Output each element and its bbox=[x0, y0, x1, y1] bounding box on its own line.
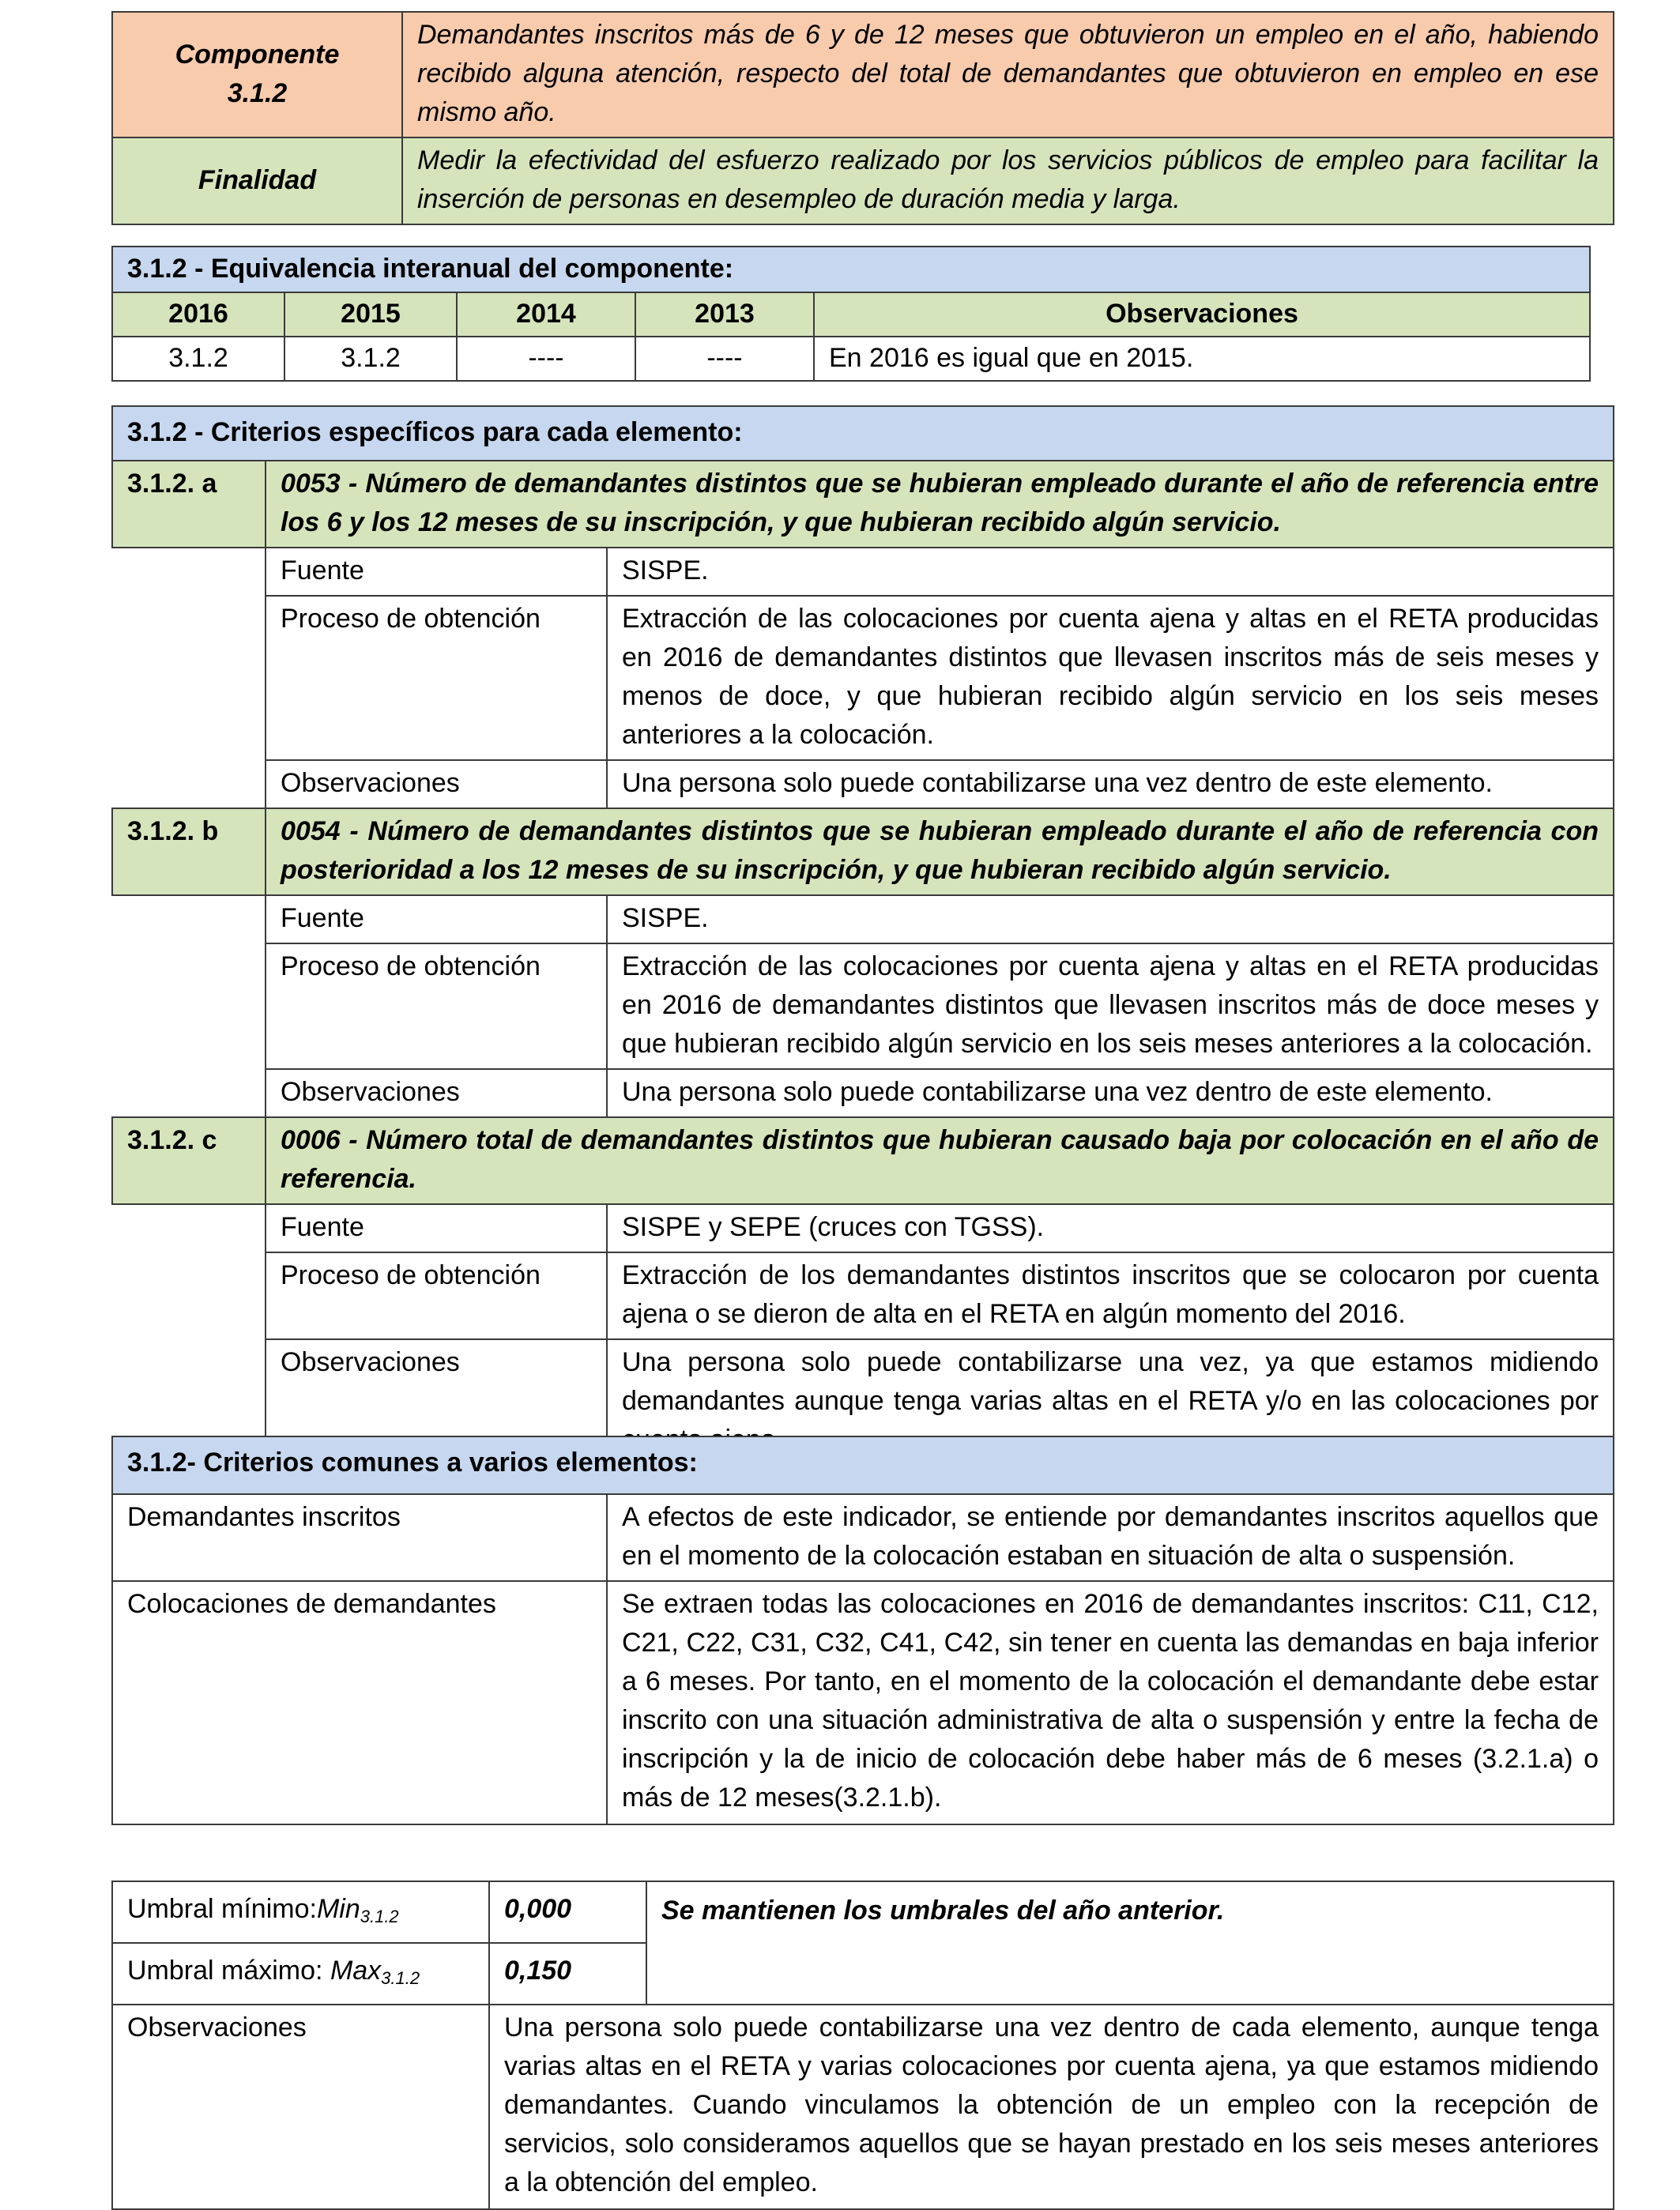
specific-criteria-table bbox=[111, 405, 1614, 1467]
component-text: Demandantes inscritos más de 6 y de 12 meses que obtuvieron un empleo en el año, habiendo recibido alguna atención, respecto del total de demandantes que obtuvieron en empleo en ese mismo año. bbox=[402, 12, 1614, 137]
common-row-label: Colocaciones de demandantes bbox=[112, 1581, 607, 1824]
row-value: SISPE. bbox=[607, 548, 1614, 596]
purpose-label: Finalidad bbox=[112, 137, 402, 224]
element-name: 0006 - Número total de demandantes distintos que hubieran causado baja por colocación en el año de referencia. bbox=[266, 1117, 1614, 1204]
common-row-value: A efectos de este indicador, se entiende por demandantes inscritos aquellos que en el momento de la colocación estaban en situación de alta o suspensión. bbox=[607, 1494, 1614, 1581]
common-criteria-table bbox=[111, 1436, 1614, 1825]
equivalence-col-2014: 2014 bbox=[457, 292, 635, 337]
row-value: Extracción de las colocaciones por cuenta ajena y altas en el RETA producidas en 2016 de demandantes distintos que llevasen inscritos más de seis meses y menos de doce, y que hubieran recibido algún servicio en los seis meses anteriores a la colocación. bbox=[607, 596, 1614, 760]
row-label: Fuente bbox=[266, 548, 607, 596]
equivalence-col-2013: 2013 bbox=[635, 292, 814, 337]
row-label: Observaciones bbox=[266, 1339, 607, 1466]
threshold-table bbox=[111, 1881, 1614, 2210]
row-label: Proceso de obtención bbox=[266, 1252, 607, 1339]
row-label: Observaciones bbox=[266, 1069, 607, 1117]
common-row-label: Demandantes inscritos bbox=[112, 1494, 607, 1581]
equivalence-col-2016: 2016 bbox=[112, 292, 284, 337]
threshold-min-symbol: Min bbox=[316, 1894, 360, 1924]
threshold-max-label: Umbral máximo: bbox=[127, 1956, 330, 1986]
threshold-min-value: 0,000 bbox=[489, 1881, 646, 1943]
element-code: 3.1.2. c bbox=[112, 1117, 266, 1204]
element-name: 0054 - Número de demandantes distintos que se hubieran empleado durante el año de referencia con posterioridad a los 12 meses de su inscripción, y que hubieran recibido algún servicio. bbox=[266, 808, 1614, 895]
threshold-min-label: Umbral mínimo: bbox=[127, 1894, 317, 1924]
threshold-max-subscript: 3.1.2 bbox=[381, 1968, 420, 1988]
equivalence-cell: ---- bbox=[635, 337, 814, 381]
common-criteria-title: 3.1.2- Criterios comunes a varios elementos: bbox=[112, 1436, 1614, 1494]
equivalence-cell: En 2016 es igual que en 2015. bbox=[814, 337, 1590, 381]
equivalence-cell: ---- bbox=[457, 337, 635, 381]
element-code: 3.1.2. b bbox=[112, 808, 266, 895]
row-label: Observaciones bbox=[266, 760, 607, 808]
row-label: Proceso de obtención bbox=[266, 943, 607, 1069]
row-value: SISPE y SEPE (cruces con TGSS). bbox=[607, 1204, 1614, 1252]
equivalence-cell: 3.1.2 bbox=[284, 337, 457, 381]
row-value: Una persona solo puede contabilizarse una vez, ya que estamos midiendo demandantes aunque tenga varias altas en el RETA y/o en las colocaciones por cuenta ajena. bbox=[607, 1339, 1614, 1466]
equivalence-col-observaciones: Observaciones bbox=[814, 292, 1590, 337]
row-label: Proceso de obtención bbox=[266, 596, 607, 760]
component-label-cell bbox=[112, 12, 402, 137]
component-number: 3.1.2 bbox=[227, 77, 288, 108]
element-name: 0053 - Número de demandantes distintos que se hubieran empleado durante el año de referencia entre los 6 y los 12 meses de su inscripción, y que hubieran recibido algún servicio. bbox=[266, 461, 1614, 548]
row-label: Fuente bbox=[266, 895, 607, 943]
row-value: SISPE. bbox=[607, 895, 1614, 943]
threshold-note: Se mantienen los umbrales del año anterior. bbox=[646, 1881, 1614, 2005]
element-code: 3.1.2. a bbox=[112, 461, 266, 548]
equivalence-cell: 3.1.2 bbox=[112, 337, 284, 381]
threshold-max-symbol: Max bbox=[330, 1956, 382, 1986]
threshold-min-label-cell bbox=[112, 1881, 489, 1943]
threshold-max-value: 0,150 bbox=[489, 1943, 646, 2005]
specific-criteria-title: 3.1.2 - Criterios específicos para cada elemento: bbox=[112, 406, 1614, 461]
threshold-max-label-cell bbox=[112, 1943, 489, 2005]
threshold-obs-label: Observaciones bbox=[112, 2005, 489, 2209]
row-value: Extracción de los demandantes distintos inscritos que se colocaron por cuenta ajena o se dieron de alta en el RETA en algún momento del 2016. bbox=[607, 1252, 1614, 1339]
row-value: Una persona solo puede contabilizarse una vez dentro de este elemento. bbox=[607, 1069, 1614, 1117]
row-label: Fuente bbox=[266, 1204, 607, 1252]
component-header-table bbox=[111, 11, 1614, 225]
equivalence-table bbox=[111, 246, 1591, 382]
row-value: Una persona solo puede contabilizarse una vez dentro de este elemento. bbox=[607, 760, 1614, 808]
common-row-value: Se extraen todas las colocaciones en 2016 de demandantes inscritos: C11, C12, C21, C22, C31, C32, C41, C42, sin tener en cuenta las demandas en baja inferior a 6 meses. Por tanto, en el momento de la colocación el demandante debe estar inscrito con una situación administrativa de alta o suspensión y entre la fecha de inscripción y la de inicio de colocación debe haber más de 6 meses (3.2.1.a) o más de 12 meses(3.2.1.b). bbox=[607, 1581, 1614, 1824]
threshold-min-subscript: 3.1.2 bbox=[360, 1907, 399, 1926]
threshold-obs-text: Una persona solo puede contabilizarse una vez dentro de cada elemento, aunque tenga varias altas en el RETA y varias colocaciones por cuenta ajena, ya que estamos midiendo demandantes. Cuando vinculamos la obtención de un empleo con la recepción de servicios, solo consideramos aquellos que se hayan prestado en los seis meses anteriores a la obtención del empleo. bbox=[489, 2005, 1614, 2209]
equivalence-title: 3.1.2 - Equivalencia interanual del componente: bbox=[112, 247, 1590, 292]
component-label: Componente bbox=[175, 39, 340, 70]
purpose-text: Medir la efectividad del esfuerzo realizado por los servicios públicos de empleo para facilitar la inserción de personas en desempleo de duración media y larga. bbox=[402, 137, 1614, 224]
equivalence-col-2015: 2015 bbox=[284, 292, 457, 337]
row-value: Extracción de las colocaciones por cuenta ajena y altas en el RETA producidas en 2016 de demandantes distintos que llevasen inscritos más de doce meses y que hubieran recibido algún servicio en los seis meses anteriores a la colocación. bbox=[607, 943, 1614, 1069]
